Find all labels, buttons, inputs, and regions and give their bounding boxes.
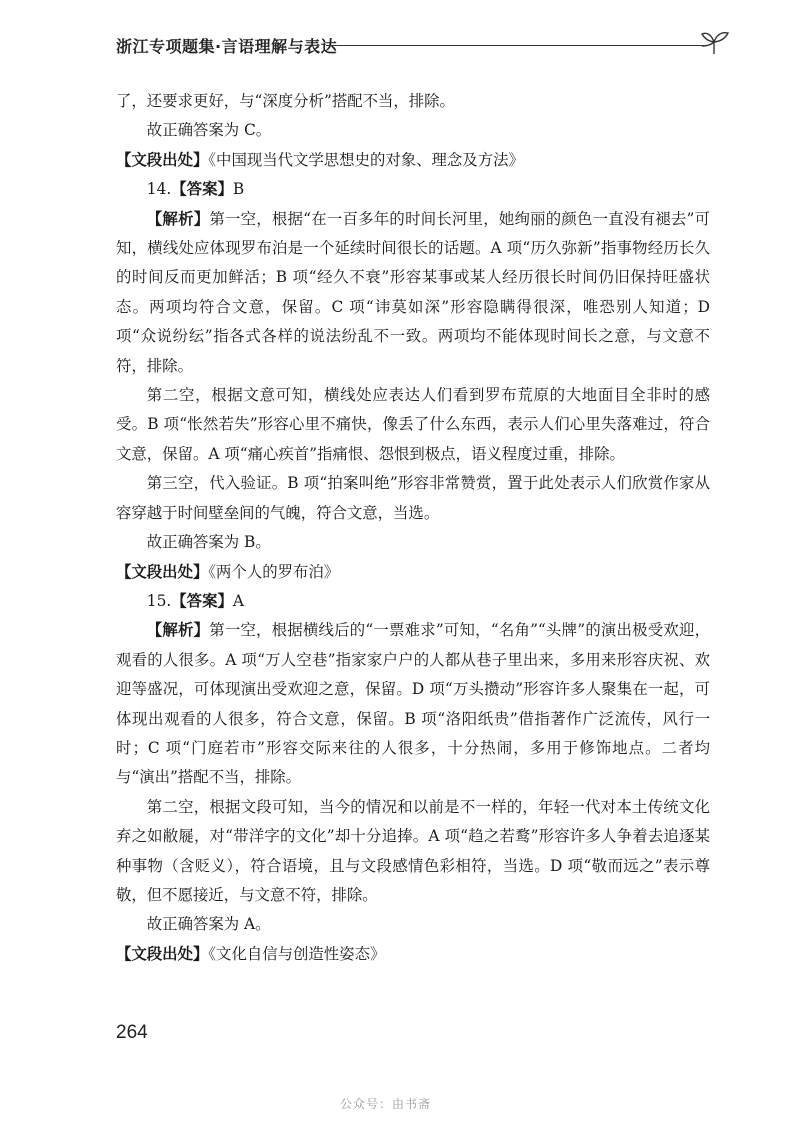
source-tag: 【文段出处】 (116, 944, 209, 963)
conclusion: 故正确答案为 B。 (146, 533, 271, 552)
paragraph: 了，还要求更好，与“深度分析”搭配不当，排除。 (116, 92, 455, 110)
watermark: 公众号：由书斋 (340, 1097, 432, 1111)
answer-tag: 【答案】 (171, 591, 233, 610)
question-number: 14. (146, 180, 172, 199)
answer-value: A (232, 591, 244, 610)
analysis-text: 第一空，根据“在一百多年的时间长河里，她绚丽的颜色一直没有褪去”可知，横线处应体现罗布泊是一个延续时间很长的话题。A 项“历久弥新”指事物经历长久的时间反而更加鲜活；B 项“经久不衰”形容某事或某人经历很长时间仍旧保持旺盛状态。两项均符合文意，保留。C 项“讳莫如深”形容隐瞒得很深，唯恐别人知道；D 项“众说纷纭”指各式各样的说法纷乱不一致。两项均不能体现时间长之意，与文意不符，排除。 (116, 209, 710, 375)
paragraph: 第二空，根据文意可知，横线处应表达人们看到罗布荒原的大地面目全非时的感受。B 项“怅然若失”形容心里不痛快，像丢了什么东西，表示人们心里失落难过，符合文意，保留。A 项“痛心疾首”指痛恨、怨恨到极点，语义程度过重，排除。 (116, 386, 710, 463)
source-title: 《中国现当代文学思想史的对象、理念及方法》 (208, 150, 524, 169)
source-title: 《两个人的罗布泊》 (208, 562, 340, 581)
source-line (116, 558, 710, 587)
paragraph: 第二空，根据文段可知，当今的情况和以前是不一样的，年轻一代对本土传统文化弃之如敝屣，对“带洋字的文化”却十分追捧。A 项“趋之若鹜”形容许多人争着去追逐某种事物（含贬义），符合语境，且与文段感情色彩相符，当选。D 项“敬而远之”表示尊敬，但不愿接近，与文意不符，排除。 (116, 797, 710, 904)
source-tag: 【文段出处】 (116, 150, 209, 169)
header-rule (326, 45, 704, 46)
question-number: 15. (146, 591, 172, 610)
conclusion: 故正确答案为 A。 (146, 915, 271, 934)
analysis-tag: 【解析】 (146, 209, 210, 228)
answer-line (116, 175, 710, 204)
answer-tag: 【答案】 (171, 180, 233, 199)
answer-line (116, 587, 710, 616)
source-title: 《文化自信与创造性姿态》 (208, 944, 386, 963)
answer-value: B (232, 180, 245, 199)
source-line (116, 940, 710, 969)
page-number: 264 (116, 1022, 148, 1043)
source-tag: 【文段出处】 (116, 562, 209, 581)
main-content (116, 87, 710, 969)
page-header (116, 28, 726, 58)
analysis-paragraph (116, 205, 710, 381)
source-line (116, 146, 710, 175)
analysis-paragraph (116, 616, 710, 792)
analysis-tag: 【解析】 (146, 621, 210, 640)
header-title: 浙江专项题集·言语理解与表达 (116, 37, 338, 56)
analysis-text: 第一空，根据横线后的“一票难求”可知，“名角”“头牌”的演出极受欢迎，观看的人很多。A 项“万人空巷”指家家户户的人都从巷子里出来，多用来形容庆祝、欢迎等盛况，可体现演出受欢迎之意，保留。D 项“万头攒动”形容许多人聚集在一起，可体现出观看的人很多，符合文意，保留。B 项“洛阳纸贵”借指著作广泛流传，风行一时；C 项“门庭若市”形容交际来往的人很多，十分热闹，多用于修饰地点。二者均与“演出”搭配不当，排除。 (116, 621, 710, 787)
paragraph: 第三空，代入验证。B 项“拍案叫绝”形容非常赞赏，置于此处表示人们欣赏作家从容穿越于时间壁垒间的气魄，符合文意，当选。 (116, 474, 710, 522)
conclusion: 故正确答案为 C。 (146, 121, 272, 140)
sprout-icon (696, 28, 732, 58)
